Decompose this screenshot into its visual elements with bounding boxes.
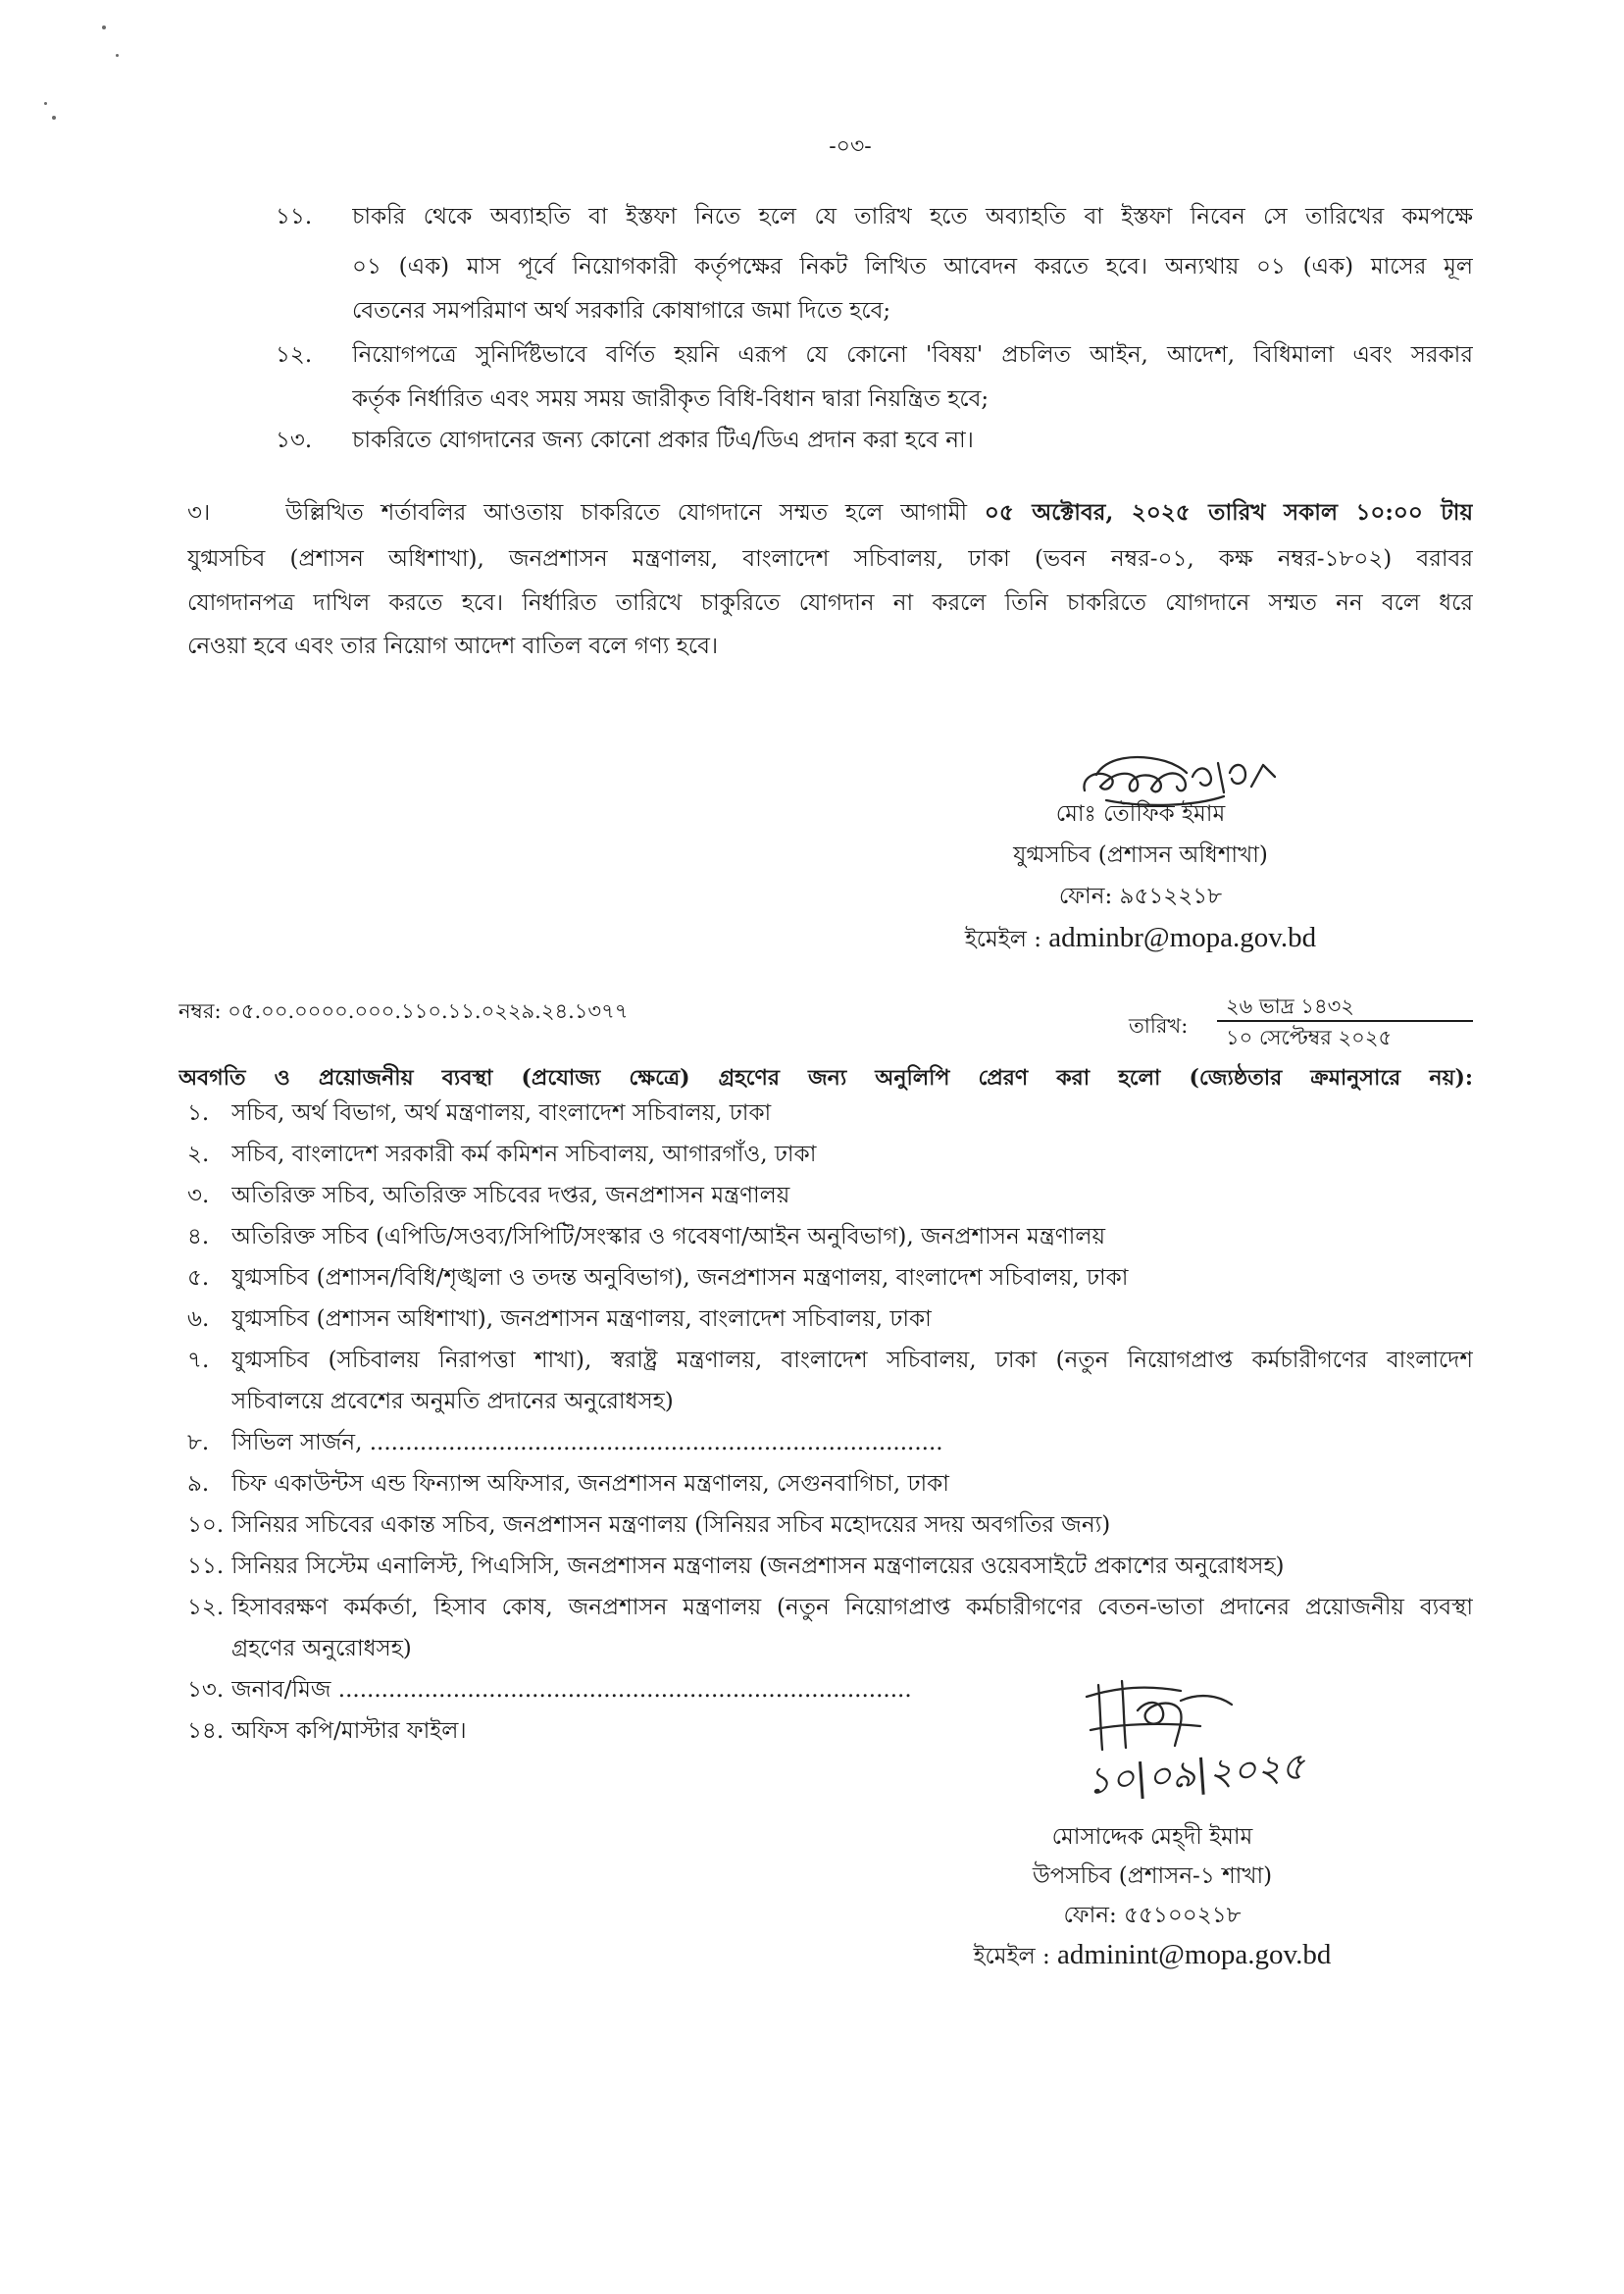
condition-number: ১৩. <box>276 428 313 453</box>
list-text: চিফ একাউন্টস এন্ড ফিন্যান্স অফিসার, জনপ্রশাসন মন্ত্রণালয়, সেগুনবাগিচা, ঢাকা <box>231 1471 949 1497</box>
signatory-designation: যুগ্মসচিব (প্রশাসন অধিশাখা) <box>1013 842 1268 868</box>
list-text: অফিস কপি/মাস্টার ফাইল। <box>231 1718 467 1744</box>
list-item <box>187 1093 1473 1134</box>
list-number: ১. <box>187 1100 210 1126</box>
email-address: adminint@mopa.gov.bd <box>1057 1939 1332 1970</box>
date-label: তারিখ: <box>1129 1014 1189 1038</box>
scan-speck <box>44 102 47 105</box>
handwritten-date: ১০|০৯|২০২৫ <box>1085 1744 1307 1803</box>
copies-list <box>187 1093 1473 1752</box>
clause-line: যুগ্মসচিব (প্রশাসন অধিশাখা), জনপ্রশাসন মন্ত্রণালয়, বাংলাদেশ সচিবালয়, ঢাকা (ভবন নম্বর-০১, কক্ষ নম্বর-১৮০২) বরাবর <box>187 546 1473 572</box>
list-number: ২. <box>187 1142 210 1167</box>
list-number: ১৪. <box>187 1718 225 1744</box>
date-box <box>1217 991 1473 1053</box>
list-item <box>187 1504 1473 1546</box>
list-text: সচিব, অর্থ বিভাগ, অর্থ মন্ত্রণালয়, বাংলাদেশ সচিবালয়, ঢাকা <box>231 1100 772 1126</box>
signatory-phone: ফোন: ৫৫১০০২১৮ <box>1063 1903 1242 1928</box>
signatory-name: মোসাদ্দেক মেহ্‌দী ইমাম <box>1051 1824 1253 1850</box>
list-text: হিসাবরক্ষণ কর্মকর্তা, হিসাব কোষ, জনপ্রশাসন মন্ত্রণালয় (নতুন নিয়োগপ্রাপ্ত কর্মচারীগণের বেতন-ভাতা প্রদানের প্রয়োজনীয় ব্যবস্থা <box>231 1595 1473 1620</box>
signatory-email <box>895 917 1386 958</box>
signatory-1-block <box>895 793 1386 958</box>
memo-number: নম্বর: ০৫.০০.০০০০.০০০.১১০.১১.০২২৯.২৪.১৩৭৭ <box>178 999 629 1023</box>
list-text: সিভিল সার্জন, ................................................................................ <box>231 1430 943 1455</box>
list-number: ১৩. <box>187 1677 225 1703</box>
list-text: যুগ্মসচিব (সচিবালয় নিরাপত্তা শাখা), স্বরাষ্ট্র মন্ত্রণালয়, বাংলাদেশ সচিবালয়, ঢাকা (নতুন নিয়োগপ্রাপ্ত কর্মচারীগণের বাংলাদেশ <box>231 1348 1473 1373</box>
list-item <box>187 1175 1473 1216</box>
copies-heading: অবগতি ও প্রয়োজনীয় ব্যবস্থা (প্রযোজ্য ক্ষেত্রে) গ্রহণের জন্য অনুলিপি প্রেরণ করা হলো (জ্যেষ্ঠতার ক্রমানুসারে নয়): <box>178 1065 1473 1091</box>
list-number: ৪. <box>187 1224 210 1249</box>
email-label: ইমেইল : <box>973 1944 1050 1969</box>
list-text: অতিরিক্ত সচিব (এপিডি/সওব্য/সিপিটি/সংস্কার ও গবেষণা/আইন অনুবিভাগ), জনপ্রশাসন মন্ত্রণালয় <box>231 1224 1106 1249</box>
condition-line: চাকরিতে যোগদানের জন্য কোনো প্রকার টিএ/ডিএ প্রদান করা হবে না। <box>352 428 974 453</box>
clause-text: উল্লিখিত শর্তাবলির আওতায় চাকরিতে যোগদানে সম্মত হলে আগামী <box>285 500 968 526</box>
clause-number: ৩। <box>187 500 211 526</box>
list-number: ৭. <box>187 1348 210 1373</box>
condition-line: বেতনের সমপরিমাণ অর্থ সরকারি কোষাগারে জমা দিতে হবে; <box>352 298 891 324</box>
list-number: ১০. <box>187 1512 225 1538</box>
list-text: যুগ্মসচিব (প্রশাসন/বিধি/শৃঙ্খলা ও তদন্ত অনুবিভাগ), জনপ্রশাসন মন্ত্রণালয়, বাংলাদেশ সচিবালয়, ঢাকা <box>231 1265 1129 1291</box>
signatory-designation: উপসচিব (প্রশাসন-১ শাখা) <box>1032 1863 1273 1889</box>
scan-speck <box>102 25 106 29</box>
date-gregorian: ১০ সেপ্টেম্বর ২০২৫ <box>1226 1026 1393 1049</box>
condition-number: ১২. <box>276 342 313 368</box>
list-item <box>187 1216 1473 1257</box>
signatory-phone: ফোন: ৯৫১২২১৮ <box>1058 884 1223 909</box>
condition-line: কর্তৃক নির্ধারিত এবং সময় সময় জারীকৃত বিধি-বিধান দ্বারা নিয়ন্ত্রিত হবে; <box>352 386 990 412</box>
signatory-name: মোঃ তৌফিক ইমাম <box>1055 801 1226 827</box>
condition-line: ০১ (এক) মাস পূর্বে নিয়োগকারী কর্তৃপক্ষের নিকট লিখিত আবেদন করতে হবে। অন্যথায় ০১ (এক) মাসের মূল <box>352 254 1473 280</box>
list-text: যুগ্মসচিব (প্রশাসন অধিশাখা), জনপ্রশাসন মন্ত্রণালয়, বাংলাদেশ সচিবালয়, ঢাকা <box>231 1306 932 1332</box>
list-text: অতিরিক্ত সচিব, অতিরিক্ত সচিবের দপ্তর, জনপ্রশাসন মন্ত্রণালয় <box>231 1183 790 1208</box>
scan-speck <box>116 54 119 57</box>
condition-number: ১১. <box>276 204 313 229</box>
list-text: গ্রহণের অনুরোধসহ) <box>231 1636 412 1661</box>
email-label: ইমেইল : <box>964 927 1041 952</box>
date-bangla: ২৬ ভাদ্র ১৪৩২ <box>1217 991 1473 1022</box>
list-number: ১১. <box>187 1554 225 1579</box>
condition-line: চাকরি থেকে অব্যাহতি বা ইস্তফা নিতে হলে যে তারিখ হতে অব্যাহতি বা ইস্তফা নিবেন সে তারিখের কমপক্ষে <box>352 204 1473 229</box>
list-item <box>187 1587 1473 1669</box>
signatory-2-block <box>907 1817 1397 1974</box>
list-number: ৩. <box>187 1183 210 1208</box>
list-text: সচিব, বাংলাদেশ সরকারী কর্ম কমিশন সচিবালয়, আগারগাঁও, ঢাকা <box>231 1142 817 1167</box>
list-text: জনাব/মিজ ................................................................................ <box>231 1677 912 1703</box>
list-item <box>187 1134 1473 1175</box>
list-number: ৫. <box>187 1265 210 1291</box>
condition-line: নিয়োগপত্রে সুনির্দিষ্টভাবে বর্ণিত হয়নি এরূপ যে কোনো 'বিষয়' প্রচলিত আইন, আদেশ, বিধিমালা এবং সরকার <box>352 342 1473 368</box>
list-text: সিনিয়র সিস্টেম এনালিস্ট, পিএসিসি, জনপ্রশাসন মন্ত্রণালয় (জনপ্রশাসন মন্ত্রণালয়ের ওয়েবসাইটে প্রকাশের অনুরোধসহ) <box>231 1554 1285 1579</box>
list-number: ৮. <box>187 1430 210 1455</box>
clause-line: নেওয়া হবে এবং তার নিয়োগ আদেশ বাতিল বলে গণ্য হবে। <box>187 634 719 659</box>
list-number: ৬. <box>187 1306 210 1332</box>
clause-line: যোগদানপত্র দাখিল করতে হবে। নির্ধারিত তারিখে চাকুরিতে যোগদান না করলে তিনি চাকরিতে যোগদানে সম্মত নন বলে ধরে <box>187 590 1473 616</box>
list-text: সচিবালয়ে প্রবেশের অনুমতি প্রদানের অনুরোধসহ) <box>231 1389 674 1414</box>
list-item <box>187 1340 1473 1422</box>
clause-line <box>285 491 1473 535</box>
list-item <box>187 1463 1473 1504</box>
list-text: সিনিয়র সচিবের একান্ত সচিব, জনপ্রশাসন মন্ত্রণালয় (সিনিয়র সচিব মহোদয়ের সদয় অবগতির জন্য) <box>231 1512 1111 1538</box>
list-item <box>187 1422 1473 1463</box>
email-address: adminbr@mopa.gov.bd <box>1048 922 1317 953</box>
signatory-email <box>907 1935 1397 1974</box>
list-item <box>187 1299 1473 1340</box>
list-number: ১২. <box>187 1595 225 1620</box>
list-item <box>187 1257 1473 1299</box>
list-number: ৯. <box>187 1471 210 1497</box>
page-number: -০৩- <box>829 134 872 159</box>
list-item <box>187 1546 1473 1587</box>
scan-speck <box>52 116 56 120</box>
joining-deadline: ০৫ অক্টোবর, ২০২৫ তারিখ সকাল ১০:০০ টায় <box>984 499 1473 526</box>
